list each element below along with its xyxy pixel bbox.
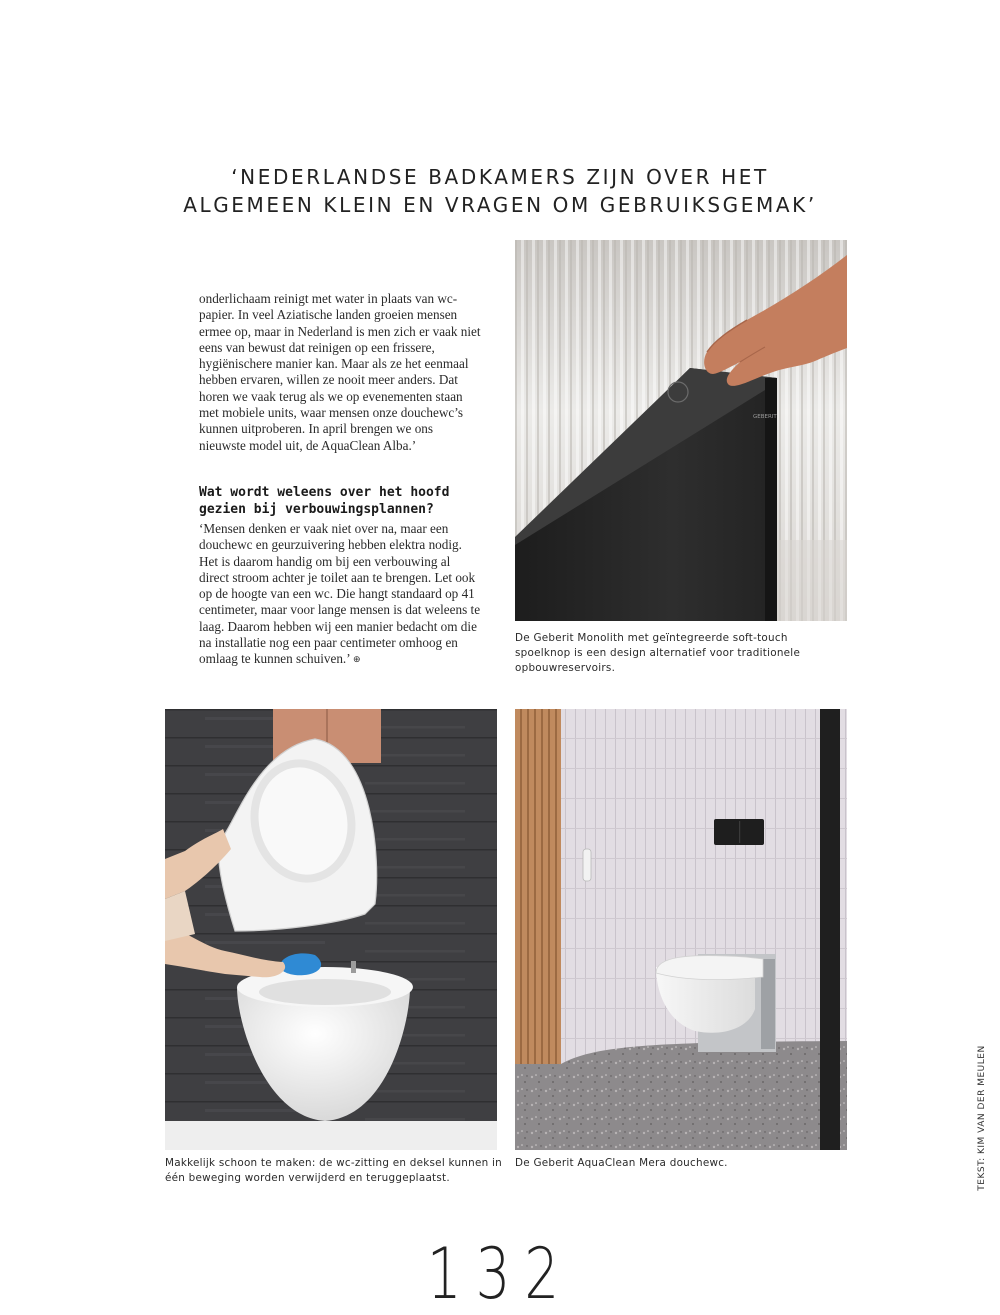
seat-photo bbox=[165, 709, 497, 1150]
article-headline bbox=[150, 163, 850, 219]
wooden-slat-wall bbox=[515, 709, 561, 1064]
monolith-photo bbox=[515, 240, 847, 621]
black-partition-frame bbox=[820, 709, 840, 1150]
remote-control bbox=[583, 849, 591, 881]
article-end-icon: ⊕ bbox=[352, 654, 361, 665]
mera-photo-art bbox=[515, 709, 847, 1150]
seat-photo-art bbox=[165, 709, 497, 1150]
body-paragraph-2-text: ‘Mensen denken er vaak niet over na, maar een douchewc en geurzuivering hebben elektra nodig. Het is daarom handig om bij een verbouwing al direct stroom achter je toilet aan te brengen. Let ook op de hoogte van een wc. Die hangt standaard op 41 centimeter, maar voor lange mensen is dat weleens te laag. Daarom hebben wij een manier bedacht om die na installatie nog een paar centimeter omhoog en omlaag te kunnen schuiven.’ bbox=[199, 521, 481, 667]
interview-question: Wat wordt weleens over het hoofd gezien bij verbouwingsplannen? bbox=[199, 485, 450, 517]
floor bbox=[165, 1121, 497, 1150]
headline-line-2: ALGEMEEN KLEIN EN VRAGEN OM GEBRUIKSGEMAK’ bbox=[183, 193, 817, 218]
author-credit: TEKST: KIM VAN DER MEULEN bbox=[977, 1045, 987, 1191]
page-number: 132 bbox=[426, 1233, 574, 1315]
mera-photo bbox=[515, 709, 847, 1150]
geberit-logo-text: GEBERIT bbox=[753, 414, 777, 420]
body-paragraph-2 bbox=[199, 521, 481, 668]
headline-line-1: ‘NEDERLANDSE BADKAMERS ZIJN OVER HET bbox=[231, 165, 769, 190]
monolith-caption: De Geberit Monolith met geïntegreerde soft-touch spoelknop is een design alternatief voor traditionele opbouwreservoirs. bbox=[515, 632, 801, 675]
body-paragraph-1: onderlichaam reinigt met water in plaats van wc-papier. In veel Aziatische landen groeien mensen ermee op, maar in Nederland is men zich er vaak niet eens van bewust dat reinigen op een frissere, hygiënischere manier kan. Maar als ze het eenmaal hebben ervaren, willen ze nooit meer anders. Dat horen we vaak terug als we op evenementen staan met mobiele units, waar mensen onze douchewc’s kunnen uitproberen. In april brengen we ons nieuwste model uit, de AquaClean Alba.’ bbox=[199, 291, 481, 453]
monolith-photo-art bbox=[515, 240, 847, 621]
seat-caption: Makkelijk schoon te maken: de wc-zitting en deksel kunnen in één beweging worden verwijderd en teruggeplaatst. bbox=[165, 1157, 502, 1185]
mera-caption: De Geberit AquaClean Mera douchewc. bbox=[515, 1157, 728, 1169]
